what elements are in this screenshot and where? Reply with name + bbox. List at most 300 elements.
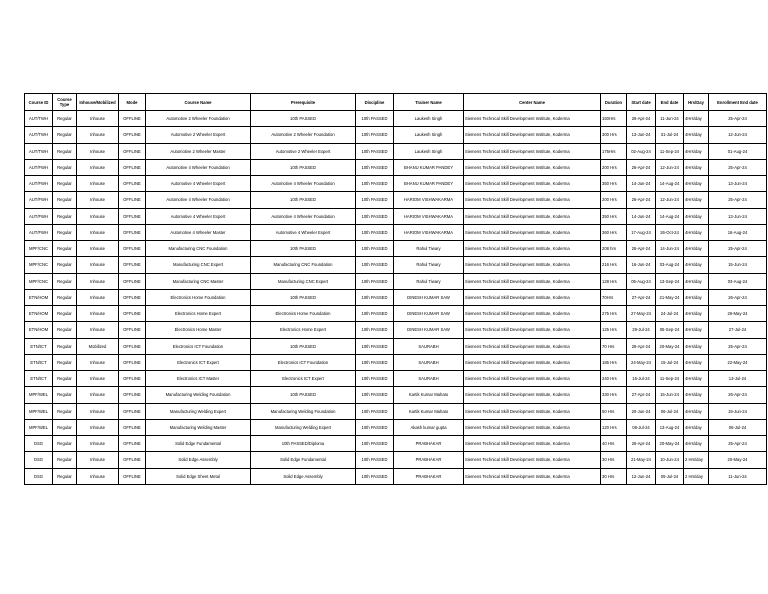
discipline-cell: 10th PASSED xyxy=(356,159,394,175)
end-date-cell: 05-Sep-24 xyxy=(656,322,684,338)
enrollment-end-date-cell: 26-Apr-24 xyxy=(709,387,767,403)
mode-cell: OFFLINE xyxy=(119,176,146,192)
duration-cell: 175Hrs xyxy=(601,143,627,159)
start-date-cell: 26-Apr-24 xyxy=(627,338,656,354)
end-date-cell: 11-Sep-24 xyxy=(656,371,684,387)
start-date-cell: 27-Apr-24 xyxy=(627,387,656,403)
mode-cell: OFFLINE xyxy=(119,241,146,257)
center-name-cell: Siemens Technical Skill Development Institute, Koderma xyxy=(464,338,601,354)
table-row xyxy=(25,452,767,468)
prerequisite-cell: Automotive 2 Wheeler Foundation xyxy=(251,127,356,143)
table-row xyxy=(25,354,767,370)
course-type-cell: Regular xyxy=(53,403,77,419)
course-name-cell: Solid Edge Assembly xyxy=(146,452,251,468)
start-date-cell: 26-Apr-24 xyxy=(627,159,656,175)
duration-cell: 200 Hrs xyxy=(601,159,627,175)
inhouse-mobilized-cell: Inhouse xyxy=(77,257,119,273)
mode-cell: OFFLINE xyxy=(119,192,146,208)
mode-cell: OFFLINE xyxy=(119,387,146,403)
table-row xyxy=(25,273,767,289)
prerequisite-cell: 10th PASSED xyxy=(251,192,356,208)
course-type-cell: Regular xyxy=(53,176,77,192)
duration-cell: 150Hrs xyxy=(601,111,627,127)
course-name-cell: Solid Edge Fundamental xyxy=(146,436,251,452)
course-name-cell: Automotive 2 Wheeler Foundation xyxy=(146,111,251,127)
inhouse-mobilized-cell: Inhouse xyxy=(77,403,119,419)
course-id-cell: ETN/ICT xyxy=(25,371,53,387)
course-id-cell: ETN/HOM xyxy=(25,289,53,305)
center-name-cell: Siemens Technical Skill Development Institute, Koderma xyxy=(464,127,601,143)
hrs-per-day-cell: 4Hrs/day xyxy=(684,273,709,289)
end-date-cell: 14-Aug-24 xyxy=(656,208,684,224)
enrollment-end-date-cell: 01-Aug-24 xyxy=(709,143,767,159)
discipline-cell: 10th PASSED xyxy=(356,468,394,484)
trainer-name-cell: SAURABH xyxy=(394,338,464,354)
course-id-cell: AUT/FWH xyxy=(25,192,53,208)
course-id-cell: ETN/HOM xyxy=(25,322,53,338)
hrs-per-day-cell: 4Hrs/day xyxy=(684,387,709,403)
course-id-cell: ETN/ICT xyxy=(25,338,53,354)
enrollment-end-date-cell: 13-Jul-24 xyxy=(709,371,767,387)
end-date-cell: 11-Jun-24 xyxy=(656,111,684,127)
prerequisite-cell: Manufacturing Welding Foundation xyxy=(251,403,356,419)
duration-cell: 216 Hrs xyxy=(601,257,627,273)
start-date-cell: 20-Jun-24 xyxy=(627,403,656,419)
prerequisite-cell: Automotive 4 Wheeler Expert xyxy=(251,224,356,240)
course-id-cell: AUT/FWH xyxy=(25,159,53,175)
trainer-name-cell: PRABHAKAR xyxy=(394,468,464,484)
table-row xyxy=(25,111,767,127)
mode-cell: OFFLINE xyxy=(119,419,146,435)
start-date-cell: 26-Apr-24 xyxy=(627,241,656,257)
course-name-cell: Automotive 4 Wheeler Master xyxy=(146,224,251,240)
inhouse-mobilized-cell: Inhouse xyxy=(77,143,119,159)
end-date-cell: 14-Aug-24 xyxy=(656,176,684,192)
trainer-name-cell: Rahul Tiwary xyxy=(394,257,464,273)
course-name-cell: Solid Edge Sheet Metal xyxy=(146,468,251,484)
table-row xyxy=(25,468,767,484)
start-date-cell: 02-Aug-24 xyxy=(627,143,656,159)
inhouse-mobilized-cell: Inhouse xyxy=(77,176,119,192)
trainer-name-cell: Laukesh Singh xyxy=(394,111,464,127)
hrs-per-day-cell: 4Hrs/day xyxy=(684,159,709,175)
course-id-cell: ETN/ICT xyxy=(25,354,53,370)
end-date-cell: 06-Jul-24 xyxy=(656,403,684,419)
start-date-cell: 27-May-24 xyxy=(627,306,656,322)
start-date-cell: 15-Jul-24 xyxy=(627,371,656,387)
start-date-cell: 27-Apr-24 xyxy=(627,289,656,305)
header-start-date: Start date xyxy=(627,94,656,111)
mode-cell: OFFLINE xyxy=(119,436,146,452)
discipline-cell: 10th PASSED xyxy=(356,371,394,387)
course-name-cell: Automotive 4 Wheeler Expert xyxy=(146,208,251,224)
mode-cell: OFFLINE xyxy=(119,111,146,127)
duration-cell: 70Hrs xyxy=(601,289,627,305)
course-name-cell: Automotive 2 Wheeler Expert xyxy=(146,127,251,143)
end-date-cell: 31-Jul-24 xyxy=(656,127,684,143)
discipline-cell: 10th PASSED xyxy=(356,354,394,370)
enrollment-end-date-cell: 03-Aug-24 xyxy=(709,273,767,289)
course-id-cell: AUT/FWH xyxy=(25,208,53,224)
hrs-per-day-cell: 4Hrs/day xyxy=(684,354,709,370)
center-name-cell: Siemens Technical Skill Development Institute, Koderma xyxy=(464,224,601,240)
course-type-cell: Regular xyxy=(53,306,77,322)
start-date-cell: 14-Jun-24 xyxy=(627,208,656,224)
discipline-cell: 10th PASSED xyxy=(356,224,394,240)
discipline-cell: 10th PASSED xyxy=(356,289,394,305)
end-date-cell: 05-Jul-24 xyxy=(656,468,684,484)
duration-cell: 240 Hrs xyxy=(601,371,627,387)
trainer-name-cell: SAURABH xyxy=(394,354,464,370)
start-date-cell: 26-Apr-24 xyxy=(627,436,656,452)
trainer-name-cell: HARIOM VISHWAKARMA xyxy=(394,192,464,208)
enrollment-end-date-cell: 26-May-24 xyxy=(709,306,767,322)
inhouse-mobilized-cell: Inhouse xyxy=(77,436,119,452)
center-name-cell: Siemens Technical Skill Development Institute, Koderma xyxy=(464,176,601,192)
enrollment-end-date-cell: 25-Apr-24 xyxy=(709,436,767,452)
course-schedule-table xyxy=(24,93,767,485)
discipline-cell: 10th PASSED xyxy=(356,273,394,289)
trainer-name-cell: Kartik Kumar Mahato xyxy=(394,403,464,419)
course-type-cell: Regular xyxy=(53,208,77,224)
course-name-cell: Manufacturing CNC Foundation xyxy=(146,241,251,257)
course-name-cell: Electronics Home Master xyxy=(146,322,251,338)
mode-cell: OFFLINE xyxy=(119,257,146,273)
course-id-cell: MPF/WEL xyxy=(25,403,53,419)
table-row xyxy=(25,338,767,354)
course-id-cell: AUT/FWH xyxy=(25,176,53,192)
duration-cell: 208 hrs xyxy=(601,241,627,257)
duration-cell: 40 Hrs xyxy=(601,436,627,452)
course-type-cell: Regular xyxy=(53,111,77,127)
mode-cell: OFFLINE xyxy=(119,354,146,370)
course-type-cell: Regular xyxy=(53,371,77,387)
trainer-name-cell: Laukesh Singh xyxy=(394,127,464,143)
inhouse-mobilized-cell: Inhouse xyxy=(77,192,119,208)
start-date-cell: 24-May-24 xyxy=(627,354,656,370)
trainer-name-cell: SAURABH xyxy=(394,371,464,387)
duration-cell: 350 Hrs xyxy=(601,208,627,224)
table-row xyxy=(25,419,767,435)
end-date-cell: 12-Jun-24 xyxy=(656,159,684,175)
table-row xyxy=(25,403,767,419)
course-type-cell: Regular xyxy=(53,322,77,338)
hrs-per-day-cell: 4Hrs/day xyxy=(684,241,709,257)
enrollment-end-date-cell: 22-May-24 xyxy=(709,354,767,370)
hrs-per-day-cell: 4Hrs/day xyxy=(684,143,709,159)
center-name-cell: Siemens Technical Skill Development Institute, Koderma xyxy=(464,159,601,175)
duration-cell: 120 Hrs xyxy=(601,419,627,435)
course-id-cell: AUT/TWH xyxy=(25,111,53,127)
prerequisite-cell: Automotive 4 Wheeler Foundation xyxy=(251,208,356,224)
table-row xyxy=(25,224,767,240)
mode-cell: OFFLINE xyxy=(119,159,146,175)
enrollment-end-date-cell: 25-Apr-24 xyxy=(709,159,767,175)
header-inhouse-mobilized: Inhouse/Mobilized xyxy=(77,94,119,111)
enrollment-end-date-cell: 26-Apr-24 xyxy=(709,289,767,305)
course-name-cell: Automotive 4 Wheeler Expert xyxy=(146,176,251,192)
header-course-type: Course Type xyxy=(53,94,77,111)
trainer-name-cell: BHANU KUMAR PANDEY xyxy=(394,176,464,192)
start-date-cell: 13-Jun-24 xyxy=(627,127,656,143)
course-name-cell: Electronics Home Foundation xyxy=(146,289,251,305)
prerequisite-cell: Solid Edge Assembly xyxy=(251,468,356,484)
mode-cell: OFFLINE xyxy=(119,338,146,354)
end-date-cell: 15-Jul-24 xyxy=(656,354,684,370)
discipline-cell: 10th PASSED xyxy=(356,176,394,192)
start-date-cell: 26-Apr-24 xyxy=(627,111,656,127)
course-id-cell: MPF/CNC xyxy=(25,257,53,273)
duration-cell: 350 Hrs xyxy=(601,176,627,192)
enrollment-end-date-cell: 12-Jun-24 xyxy=(709,127,767,143)
table-body xyxy=(25,111,767,485)
trainer-name-cell: PRABHAKAR xyxy=(394,452,464,468)
duration-cell: 275 Hrs xyxy=(601,306,627,322)
hrs-per-day-cell: 4Hrs/day xyxy=(684,436,709,452)
prerequisite-cell: Solid Edge Fundamental xyxy=(251,452,356,468)
course-type-cell: Regular xyxy=(53,338,77,354)
hrs-per-day-cell: 4Hrs/day xyxy=(684,338,709,354)
enrollment-end-date-cell: 20-May-24 xyxy=(709,452,767,468)
inhouse-mobilized-cell: Inhouse xyxy=(77,224,119,240)
inhouse-mobilized-cell: Inhouse xyxy=(77,208,119,224)
discipline-cell: 10th PASSED xyxy=(356,387,394,403)
table-row xyxy=(25,192,767,208)
course-id-cell: DSG xyxy=(25,468,53,484)
hrs-per-day-cell: 4Hrs/day xyxy=(684,289,709,305)
enrollment-end-date-cell: 11-Jun-24 xyxy=(709,468,767,484)
prerequisite-cell: 10th PASSED/Diploma xyxy=(251,436,356,452)
discipline-cell: 10th PASSED xyxy=(356,338,394,354)
header-end-date: End date xyxy=(656,94,684,111)
prerequisite-cell: 10th PASSED xyxy=(251,387,356,403)
hrs-per-day-cell: 4Hrs/day xyxy=(684,419,709,435)
end-date-cell: 20-May-24 xyxy=(656,338,684,354)
discipline-cell: 10th PASSED xyxy=(356,306,394,322)
course-type-cell: Regular xyxy=(53,224,77,240)
center-name-cell: Siemens Technical Skill Development Institute, Koderma xyxy=(464,452,601,468)
trainer-name-cell: HARIOM VISHWAKARMA xyxy=(394,208,464,224)
hrs-per-day-cell: 2 Hrs/day xyxy=(684,468,709,484)
table-row xyxy=(25,176,767,192)
center-name-cell: Siemens Technical Skill Development Institute, Koderma xyxy=(464,403,601,419)
prerequisite-cell: 10th PASSED xyxy=(251,289,356,305)
prerequisite-cell: 10th PASSED xyxy=(251,338,356,354)
course-name-cell: Electronics ICT Expert xyxy=(146,354,251,370)
mode-cell: OFFLINE xyxy=(119,306,146,322)
inhouse-mobilized-cell: Inhouse xyxy=(77,322,119,338)
duration-cell: 70 Hrs xyxy=(601,338,627,354)
header-trainer-name: Trainer Name xyxy=(394,94,464,111)
enrollment-end-date-cell: 25-Apr-24 xyxy=(709,192,767,208)
inhouse-mobilized-cell: Inhouse xyxy=(77,387,119,403)
center-name-cell: Siemens Technical Skill Development Institute, Koderma xyxy=(464,143,601,159)
trainer-name-cell: BHANU KUMAR PANDEY xyxy=(394,159,464,175)
course-name-cell: Automotive 4 Wheeler Foundation xyxy=(146,192,251,208)
duration-cell: 300 Hrs xyxy=(601,127,627,143)
table-row xyxy=(25,387,767,403)
inhouse-mobilized-cell: Inhouse xyxy=(77,468,119,484)
start-date-cell: 17-Aug-24 xyxy=(627,224,656,240)
course-name-cell: Electronics ICT Master xyxy=(146,371,251,387)
start-date-cell: 26-Apr-24 xyxy=(627,192,656,208)
end-date-cell: 13-Sep-24 xyxy=(656,273,684,289)
course-type-cell: Regular xyxy=(53,354,77,370)
course-type-cell: Regular xyxy=(53,452,77,468)
prerequisite-cell: Electronics ICT Expert xyxy=(251,371,356,387)
course-type-cell: Regular xyxy=(53,289,77,305)
header-enrollment-end-date: Enrollment End date xyxy=(709,94,767,111)
end-date-cell: 10-Jun-24 xyxy=(656,452,684,468)
center-name-cell: Siemens Technical Skill Development Institute, Koderma xyxy=(464,436,601,452)
enrollment-end-date-cell: 25-Apr-24 xyxy=(709,241,767,257)
end-date-cell: 14-Jun-24 xyxy=(656,241,684,257)
start-date-cell: 08-Jul-24 xyxy=(627,419,656,435)
discipline-cell: 10th PASSED xyxy=(356,192,394,208)
trainer-name-cell: Rahul Tiwary xyxy=(394,273,464,289)
mode-cell: OFFLINE xyxy=(119,273,146,289)
discipline-cell: 10th PASSED xyxy=(356,452,394,468)
hrs-per-day-cell: 2 Hrs/day xyxy=(684,452,709,468)
hrs-per-day-cell: 4Hrs/day xyxy=(684,257,709,273)
center-name-cell: Siemens Technical Skill Development Institute, Koderma xyxy=(464,387,601,403)
hrs-per-day-cell: 4Hrs/day xyxy=(684,224,709,240)
course-type-cell: Regular xyxy=(53,159,77,175)
table-row xyxy=(25,241,767,257)
end-date-cell: 13-Aug-24 xyxy=(656,419,684,435)
course-name-cell: Manufacturing CNC Master xyxy=(146,273,251,289)
end-date-cell: 24-Jul-24 xyxy=(656,306,684,322)
enrollment-end-date-cell: 15-Jun-24 xyxy=(709,257,767,273)
header-hrs-per-day: Hrs/Day xyxy=(684,94,709,111)
discipline-cell: 10th PASSED xyxy=(356,436,394,452)
course-id-cell: MPF/CNC xyxy=(25,241,53,257)
discipline-cell: 10th PASSED xyxy=(356,403,394,419)
table-row xyxy=(25,143,767,159)
mode-cell: OFFLINE xyxy=(119,224,146,240)
course-type-cell: Regular xyxy=(53,192,77,208)
center-name-cell: Siemens Technical Skill Development Institute, Koderma xyxy=(464,468,601,484)
start-date-cell: 14-Jun-24 xyxy=(627,176,656,192)
end-date-cell: 20-May-24 xyxy=(656,436,684,452)
inhouse-mobilized-cell: Inhouse xyxy=(77,419,119,435)
center-name-cell: Siemens Technical Skill Development Institute, Koderma xyxy=(464,419,601,435)
course-name-cell: Manufacturing Welding Expert xyxy=(146,403,251,419)
prerequisite-cell: Electronics Home Expert xyxy=(251,322,356,338)
prerequisite-cell: Automotive 2 Wheeler Expert xyxy=(251,143,356,159)
header-center-name: Center Name xyxy=(464,94,601,111)
center-name-cell: Siemens Technical Skill Development Institute, Koderma xyxy=(464,257,601,273)
center-name-cell: Siemens Technical Skill Development Institute, Koderma xyxy=(464,192,601,208)
prerequisite-cell: 10th PASSED xyxy=(251,241,356,257)
prerequisite-cell: Manufacturing Welding Expert xyxy=(251,419,356,435)
prerequisite-cell: Electronics ICT Foundation xyxy=(251,354,356,370)
end-date-cell: 12-Jun-24 xyxy=(656,192,684,208)
table-row xyxy=(25,371,767,387)
enrollment-end-date-cell: 06-Jul-24 xyxy=(709,419,767,435)
inhouse-mobilized-cell: Inhouse xyxy=(77,306,119,322)
center-name-cell: Siemens Technical Skill Development Institute, Koderma xyxy=(464,322,601,338)
enrollment-end-date-cell: 25-Apr-24 xyxy=(709,111,767,127)
inhouse-mobilized-cell: Inhouse xyxy=(77,452,119,468)
course-id-cell: AUT/TWH xyxy=(25,127,53,143)
trainer-name-cell: Laukesh Singh xyxy=(394,143,464,159)
course-name-cell: Electronics ICT Foundation xyxy=(146,338,251,354)
discipline-cell: 10th PASSED xyxy=(356,127,394,143)
mode-cell: OFFLINE xyxy=(119,143,146,159)
hrs-per-day-cell: 4Hrs/day xyxy=(684,322,709,338)
duration-cell: 360 Hrs xyxy=(601,224,627,240)
hrs-per-day-cell: 4Hrs/day xyxy=(684,403,709,419)
enrollment-end-date-cell: 13-Jun-24 xyxy=(709,176,767,192)
trainer-name-cell: DINESH KUMAR SAW xyxy=(394,289,464,305)
start-date-cell: 05-Aug-24 xyxy=(627,273,656,289)
table-row xyxy=(25,322,767,338)
inhouse-mobilized-cell: Inhouse xyxy=(77,289,119,305)
table-row xyxy=(25,306,767,322)
course-name-cell: Electronics Home Expert xyxy=(146,306,251,322)
course-name-cell: Manufacturing Welding Master xyxy=(146,419,251,435)
inhouse-mobilized-cell: Inhouse xyxy=(77,159,119,175)
table-row xyxy=(25,127,767,143)
center-name-cell: Siemens Technical Skill Development Institute, Koderma xyxy=(464,371,601,387)
trainer-name-cell: Akash kumar gupta xyxy=(394,419,464,435)
course-type-cell: Regular xyxy=(53,241,77,257)
center-name-cell: Siemens Technical Skill Development Institute, Koderma xyxy=(464,241,601,257)
end-date-cell: 21-May-24 xyxy=(656,289,684,305)
hrs-per-day-cell: 4Hrs/day xyxy=(684,176,709,192)
course-type-cell: Regular xyxy=(53,257,77,273)
duration-cell: 128 Hrs xyxy=(601,273,627,289)
mode-cell: OFFLINE xyxy=(119,371,146,387)
mode-cell: OFFLINE xyxy=(119,208,146,224)
trainer-name-cell: Kartik Kumar Mahato xyxy=(394,387,464,403)
center-name-cell: Siemens Technical Skill Development Institute, Koderma xyxy=(464,306,601,322)
prerequisite-cell: Automotive 4 Wheeler Foundation xyxy=(251,176,356,192)
course-id-cell: MPF/CNC xyxy=(25,273,53,289)
enrollment-end-date-cell: 19-Jun-24 xyxy=(709,403,767,419)
discipline-cell: 10th PASSED xyxy=(356,143,394,159)
center-name-cell: Siemens Technical Skill Development Institute, Koderma xyxy=(464,111,601,127)
course-type-cell: Regular xyxy=(53,273,77,289)
hrs-per-day-cell: 4Hrs/day xyxy=(684,192,709,208)
center-name-cell: Siemens Technical Skill Development Institute, Koderma xyxy=(464,354,601,370)
course-name-cell: Manufacturing Welding Foundation xyxy=(146,387,251,403)
hrs-per-day-cell: 4Hrs/day xyxy=(684,111,709,127)
trainer-name-cell: Rahul Tiwary xyxy=(394,241,464,257)
course-type-cell: Regular xyxy=(53,387,77,403)
end-date-cell: 15-Jun-24 xyxy=(656,387,684,403)
discipline-cell: 10th PASSED xyxy=(356,419,394,435)
duration-cell: 125 Hrs xyxy=(601,322,627,338)
inhouse-mobilized-cell: Inhouse xyxy=(77,111,119,127)
course-type-cell: Regular xyxy=(53,468,77,484)
table-row xyxy=(25,257,767,273)
inhouse-mobilized-cell: Inhouse xyxy=(77,241,119,257)
duration-cell: 30 Hrs xyxy=(601,468,627,484)
header-row xyxy=(25,94,767,111)
prerequisite-cell: 10th PASSED xyxy=(251,111,356,127)
course-id-cell: DSG xyxy=(25,436,53,452)
center-name-cell: Siemens Technical Skill Development Institute, Koderma xyxy=(464,208,601,224)
course-id-cell: MPF/WEL xyxy=(25,387,53,403)
duration-cell: 200 Hrs xyxy=(601,192,627,208)
mode-cell: OFFLINE xyxy=(119,403,146,419)
hrs-per-day-cell: 4Hrs/day xyxy=(684,306,709,322)
mode-cell: OFFLINE xyxy=(119,289,146,305)
table-row xyxy=(25,436,767,452)
discipline-cell: 10th PASSED xyxy=(356,241,394,257)
